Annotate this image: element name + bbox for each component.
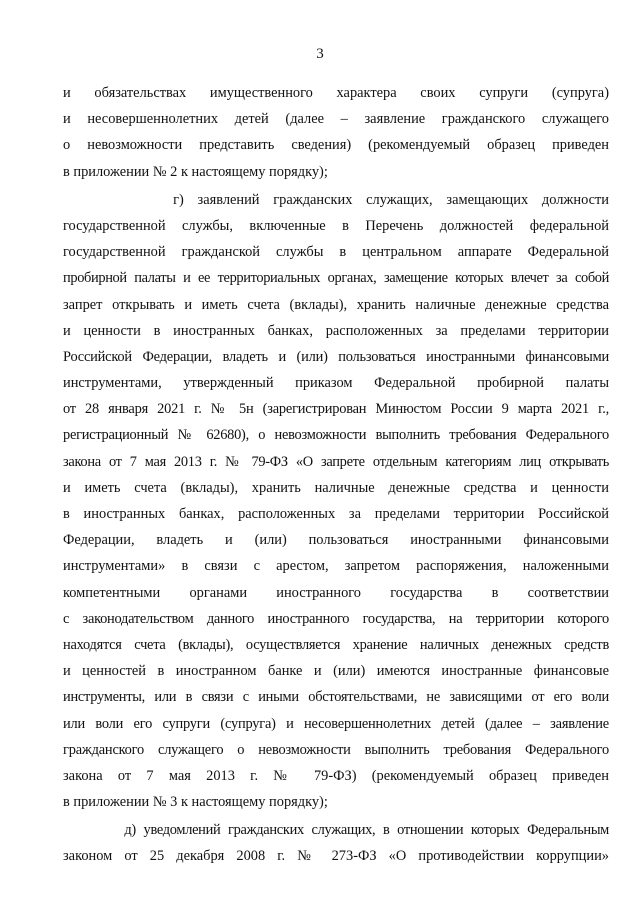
text-line: и ценности в иностранных банках, расположенных за пределами территории xyxy=(63,322,609,339)
document-body xyxy=(63,80,609,870)
paragraph-item-g xyxy=(63,187,609,816)
text-line: пробирной палаты и ее территориальных органах, замещение которых влечет за собой xyxy=(63,270,609,287)
paragraph-continuation xyxy=(63,80,609,185)
text-line: государственной гражданской службы в центральном аппарате Федеральной xyxy=(63,244,609,261)
text-line: инструментами» в связи с арестом, запретом распоряжения, наложенными xyxy=(63,558,609,575)
text-line: государственной службы, включенные в Перечень должностей федеральной xyxy=(63,217,609,234)
text-line: инструменты, или в связи с иными обстоятельствами, не зависящими от его воли xyxy=(63,689,609,706)
text-line: в иностранных банках, расположенных за пределами территории Российской xyxy=(63,506,609,522)
text-line: Федерации, владеть и (или) пользоваться иностранными финансовыми xyxy=(63,532,609,549)
page-number: 3 xyxy=(316,46,324,62)
text-line: регистрационный № 62680), о невозможности выполнить требования Федерального xyxy=(63,427,609,444)
text-line: и иметь счета (вклады), хранить наличные денежные средства и ценности xyxy=(63,479,609,496)
text-line: о невозможности представить сведения) (рекомендуемый образец приведен xyxy=(63,137,609,154)
text-line: или воли его супруги (супруга) и несовершеннолетних детей (далее – заявление xyxy=(63,715,609,732)
text-line: Российской Федерации, владеть и (или) пользоваться иностранными финансовыми xyxy=(63,348,609,365)
text-line: законом от 25 декабря 2008 г. № 273-ФЗ «О противодействии коррупции» xyxy=(63,848,609,865)
text-line: запрет открывать и иметь счета (вклады), хранить наличные денежные средства xyxy=(63,296,609,313)
text-line: закона от 7 мая 2013 г. № 79-ФЗ) (рекомендуемый образец приведен xyxy=(63,767,609,784)
paragraph-item-d xyxy=(63,817,609,869)
text-line: и несовершеннолетних детей (далее – заявление гражданского служащего xyxy=(63,111,609,128)
text-line: и ценностей в иностранном банке и (или) имеются иностранные финансовые xyxy=(63,663,609,680)
text-line: с законодательством данного иностранного государства, на территории которого xyxy=(63,610,609,627)
text-line: гражданского служащего о невозможности выполнить требования Федерального xyxy=(63,741,609,758)
text-line: от 28 января 2021 г. № 5н (зарегистрирован Минюстом России 9 марта 2021 г., xyxy=(63,401,609,418)
text-line: находятся счета (вклады), осуществляется хранение наличных денежных средств xyxy=(63,636,609,653)
text-line: г) заявлений гражданских служащих, замещающих должности xyxy=(63,191,609,208)
text-line: д) уведомлений гражданских служащих, в отношении которых Федеральным xyxy=(63,822,609,839)
text-line: в приложении № 3 к настоящему порядку); xyxy=(63,794,328,811)
text-line: закона от 7 мая 2013 г. № 79-ФЗ «О запрете отдельным категориям лиц открывать xyxy=(63,453,609,470)
text-line: инструментами, утвержденный приказом Федеральной пробирной палаты xyxy=(63,375,609,392)
text-line: в приложении № 2 к настоящему порядку); xyxy=(63,163,328,180)
text-line: и обязательствах имущественного характера своих супруги (супруга) xyxy=(63,85,609,101)
text-line: компетентными органами иностранного государства в соответствии xyxy=(63,584,609,601)
